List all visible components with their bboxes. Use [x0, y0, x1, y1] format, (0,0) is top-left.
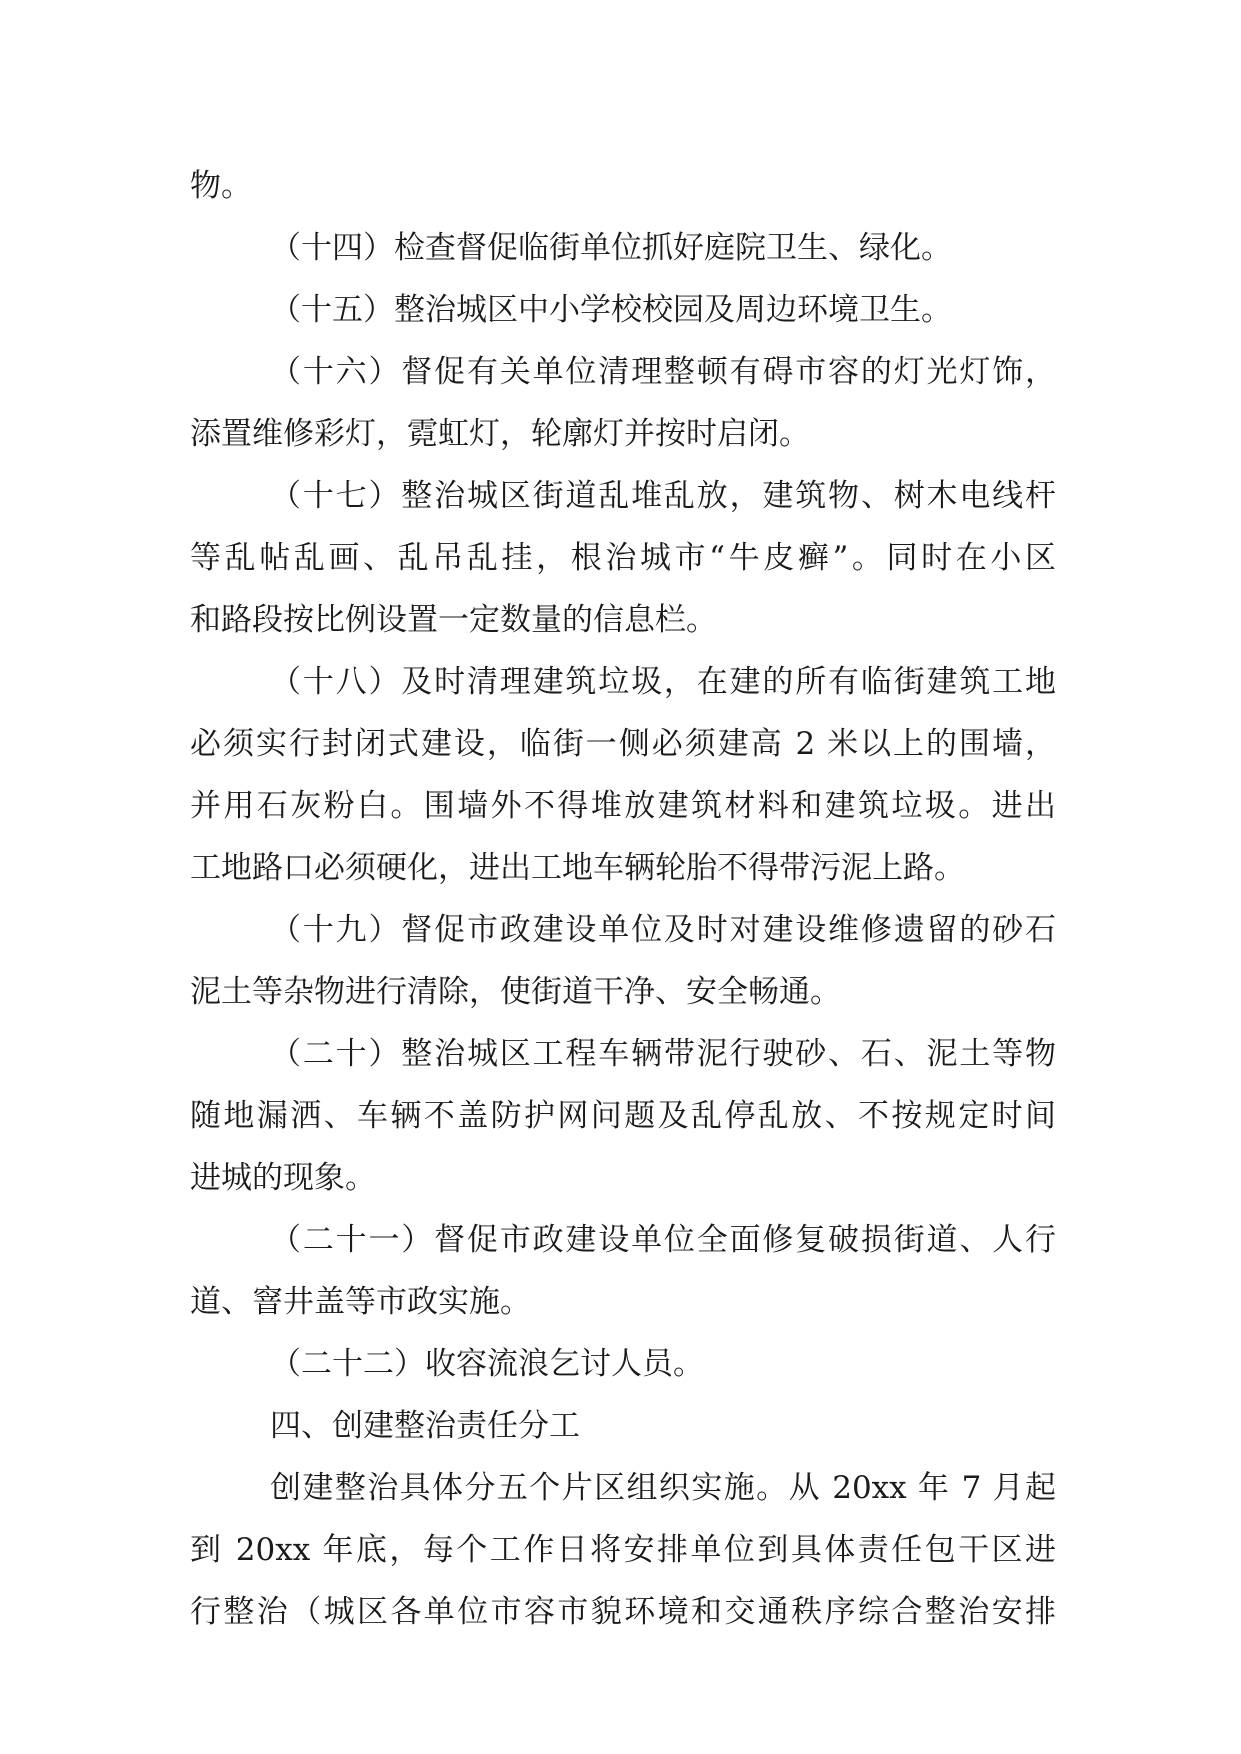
- paragraph-item-14: （十四）检查督促临街单位抓好庭院卫生、绿化。: [270, 230, 952, 266]
- text-line: 物。: [190, 168, 252, 204]
- paragraph-item-16: （十六）督促有关单位清理整顿有碍市容的灯光灯饰，: [270, 354, 1056, 390]
- text-line: 到 20xx 年底，每个工作日将安排单位到具体责任包干区进: [190, 1532, 1056, 1568]
- text-line: 进城的现象。: [190, 1160, 376, 1196]
- text-line: 必须实行封闭式建设，临街一侧必须建高 2 米以上的围墙，: [190, 726, 1056, 762]
- text-line: 工地路口必须硬化，进出工地车辆轮胎不得带污泥上路。: [190, 850, 965, 886]
- paragraph-item-19: （十九）督促市政建设单位及时对建设维修遗留的砂石: [270, 912, 1056, 948]
- text-line: 等乱帖乱画、乱吊乱挂，根治城市“牛皮癣”。同时在小区: [190, 540, 1056, 576]
- document-page: [190, 155, 1056, 1643]
- text-line: 并用石灰粉白。围墙外不得堆放建筑材料和建筑垃圾。进出: [190, 788, 1056, 824]
- text-line: 行整治（城区各单位市容市貌环境和交通秩序综合整治安排: [190, 1594, 1056, 1630]
- paragraph-item-20: （二十）整治城区工程车辆带泥行驶砂、石、泥土等物: [270, 1036, 1056, 1072]
- section-heading: 四、创建整治责任分工: [270, 1408, 580, 1444]
- text-line: 添置维修彩灯，霓虹灯，轮廓灯并按时启闭。: [190, 416, 810, 452]
- text-line: 道、窨井盖等市政实施。: [190, 1284, 531, 1320]
- paragraph-item-21: （二十一）督促市政建设单位全面修复破损街道、人行: [270, 1222, 1056, 1258]
- paragraph-item-15: （十五）整治城区中小学校校园及周边环境卫生。: [270, 292, 952, 328]
- paragraph-first-line: 创建整治具体分五个片区组织实施。从 20xx 年 7 月起: [270, 1470, 1056, 1506]
- paragraph-item-18: （十八）及时清理建筑垃圾，在建的所有临街建筑工地: [270, 664, 1056, 700]
- text-line: 和路段按比例设置一定数量的信息栏。: [190, 602, 717, 638]
- paragraph-item-22: （二十二）收容流浪乞讨人员。: [270, 1346, 704, 1382]
- text-line: 泥土等杂物进行清除，使街道干净、安全畅通。: [190, 974, 841, 1010]
- text-line: 随地漏洒、车辆不盖防护网问题及乱停乱放、不按规定时间: [190, 1098, 1056, 1134]
- paragraph-item-17: （十七）整治城区街道乱堆乱放，建筑物、树木电线杆: [270, 478, 1056, 514]
